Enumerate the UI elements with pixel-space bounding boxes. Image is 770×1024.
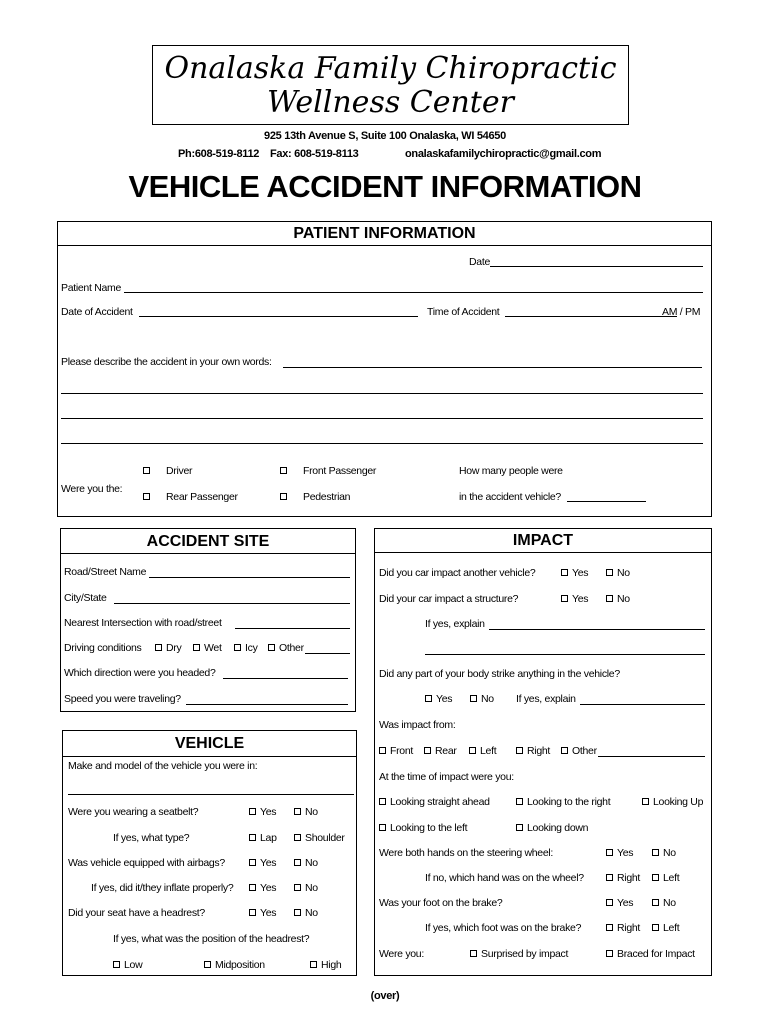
road-field[interactable] bbox=[149, 577, 350, 578]
checkbox-icon bbox=[193, 644, 200, 651]
checkbox-icon bbox=[143, 467, 150, 474]
checkbox-icon bbox=[294, 884, 301, 891]
checkbox-icon bbox=[249, 834, 256, 841]
seatbelt-yes[interactable]: Yes bbox=[249, 806, 276, 819]
checkbox-icon bbox=[425, 695, 432, 702]
looking-straight[interactable]: Looking straight ahead bbox=[379, 796, 490, 809]
q-another-vehicle: Did you car impact another vehicle? bbox=[379, 567, 536, 579]
foot-left[interactable]: Left bbox=[652, 922, 679, 935]
over-label: (over) bbox=[370, 990, 400, 1002]
describe-label: Please describe the accident in your own words: bbox=[61, 356, 272, 368]
condition-wet[interactable]: Wet bbox=[193, 642, 222, 655]
checkbox-icon bbox=[470, 695, 477, 702]
describe-field-1[interactable] bbox=[283, 367, 702, 368]
impact-right[interactable]: Right bbox=[516, 745, 550, 758]
impact-other[interactable]: Other bbox=[561, 745, 597, 758]
impact-rear[interactable]: Rear bbox=[424, 745, 457, 758]
checkbox-icon bbox=[642, 798, 649, 805]
brake-yes[interactable]: Yes bbox=[606, 897, 633, 910]
looking-up[interactable]: Looking Up bbox=[642, 796, 703, 809]
clinic-name-line2: Wellness Center bbox=[267, 85, 514, 120]
checkbox-icon bbox=[280, 467, 287, 474]
impact-left[interactable]: Left bbox=[469, 745, 496, 758]
checkbox-icon bbox=[516, 798, 523, 805]
role-pedestrian[interactable]: Pedestrian bbox=[280, 491, 350, 504]
condition-other-field[interactable] bbox=[305, 653, 350, 654]
checkbox-icon bbox=[561, 569, 568, 576]
how-many-label-1: How many people were bbox=[459, 465, 563, 477]
inflate-yes[interactable]: Yes bbox=[249, 882, 276, 895]
impact-title: IMPACT bbox=[374, 528, 712, 553]
checkbox-icon bbox=[280, 493, 287, 500]
hand-left[interactable]: Left bbox=[652, 872, 679, 885]
body-strike-explain-label: If yes, explain bbox=[516, 693, 576, 705]
intersection-label: Nearest Intersection with road/street bbox=[64, 617, 222, 629]
checkbox-icon bbox=[249, 808, 256, 815]
date-field[interactable] bbox=[490, 266, 703, 267]
intersection-field[interactable] bbox=[235, 628, 350, 629]
structure-no[interactable]: No bbox=[606, 593, 630, 606]
checkbox-icon bbox=[249, 859, 256, 866]
role-driver[interactable]: Driver bbox=[143, 465, 192, 478]
checkbox-icon bbox=[469, 747, 476, 754]
accident-site-title: ACCIDENT SITE bbox=[60, 528, 356, 554]
time-field[interactable] bbox=[505, 316, 677, 317]
headrest-position-label: If yes, what was the position of the headrest? bbox=[113, 933, 310, 945]
role-front-passenger[interactable]: Front Passenger bbox=[280, 465, 376, 478]
another-vehicle-yes[interactable]: Yes bbox=[561, 567, 588, 580]
impact-other-field[interactable] bbox=[598, 756, 705, 757]
checkbox-icon bbox=[652, 849, 659, 856]
make-field[interactable] bbox=[68, 794, 354, 795]
seatbelt-no[interactable]: No bbox=[294, 806, 318, 819]
structure-explain-label: If yes, explain bbox=[425, 618, 485, 630]
was-impact-from-label: Was impact from: bbox=[379, 719, 456, 731]
foot-right[interactable]: Right bbox=[606, 922, 640, 935]
hands-no[interactable]: No bbox=[652, 847, 676, 860]
patient-section-title: PATIENT INFORMATION bbox=[57, 221, 712, 246]
date-label: Date bbox=[469, 256, 490, 268]
hands-yes[interactable]: Yes bbox=[606, 847, 633, 860]
airbags-yes[interactable]: Yes bbox=[249, 857, 276, 870]
airbags-no[interactable]: No bbox=[294, 857, 318, 870]
checkbox-icon bbox=[113, 961, 120, 968]
seatbelt-shoulder[interactable]: Shoulder bbox=[294, 832, 345, 845]
looking-left[interactable]: Looking to the left bbox=[379, 822, 467, 835]
checkbox-icon bbox=[379, 747, 386, 754]
road-label: Road/Street Name bbox=[64, 566, 147, 578]
checkbox-icon bbox=[424, 747, 431, 754]
checkbox-icon bbox=[294, 909, 301, 916]
structure-explain-field-2[interactable] bbox=[425, 654, 705, 655]
inflate-label: If yes, did it/they inflate properly? bbox=[91, 882, 234, 894]
conditions-label: Driving conditions bbox=[64, 642, 142, 654]
brake-label: Was your foot on the brake? bbox=[379, 897, 503, 909]
role-rear-passenger[interactable]: Rear Passenger bbox=[143, 491, 238, 504]
which-hand-label: If no, which hand was on the wheel? bbox=[425, 872, 584, 884]
time-label: Time of Accident bbox=[427, 306, 500, 318]
checkbox-icon bbox=[379, 824, 386, 831]
direction-label: Which direction were you headed? bbox=[64, 667, 216, 679]
checkbox-icon bbox=[204, 961, 211, 968]
how-many-field[interactable] bbox=[567, 501, 646, 502]
make-label: Make and model of the vehicle you were in: bbox=[68, 760, 258, 772]
checkbox-icon bbox=[606, 874, 613, 881]
patient-name-label: Patient Name bbox=[61, 282, 122, 294]
condition-icy[interactable]: Icy bbox=[234, 642, 258, 655]
inflate-no[interactable]: No bbox=[294, 882, 318, 895]
checkbox-icon bbox=[606, 950, 613, 957]
speed-field[interactable] bbox=[186, 704, 348, 705]
were-you-label: Were you the: bbox=[61, 483, 123, 495]
describe-field-3[interactable] bbox=[61, 418, 703, 419]
hand-right[interactable]: Right bbox=[606, 872, 640, 885]
structure-explain-field-1[interactable] bbox=[489, 629, 705, 630]
braced-for-impact[interactable]: Braced for Impact bbox=[606, 948, 695, 961]
checkbox-icon bbox=[606, 849, 613, 856]
q-body-strike: Did any part of your body strike anything in the vehicle? bbox=[379, 668, 620, 680]
looking-down[interactable]: Looking down bbox=[516, 822, 588, 835]
checkbox-icon bbox=[155, 644, 162, 651]
looking-right[interactable]: Looking to the right bbox=[516, 796, 610, 809]
checkbox-icon bbox=[516, 824, 523, 831]
clinic-email: onalaskafamilychiropractic@gmail.com bbox=[405, 148, 602, 160]
seatbelt-label: Were you wearing a seatbelt? bbox=[68, 806, 199, 818]
body-strike-yes[interactable]: Yes bbox=[425, 693, 452, 706]
checkbox-icon bbox=[268, 644, 275, 651]
checkbox-icon bbox=[234, 644, 241, 651]
headrest-label: Did your seat have a headrest? bbox=[68, 907, 205, 919]
another-vehicle-no[interactable]: No bbox=[606, 567, 630, 580]
hands-label: Were both hands on the steering wheel: bbox=[379, 847, 554, 859]
checkbox-icon bbox=[652, 899, 659, 906]
headrest-midposition[interactable]: Midposition bbox=[204, 959, 265, 972]
checkbox-icon bbox=[561, 747, 568, 754]
condition-dry[interactable]: Dry bbox=[155, 642, 181, 655]
city-label: City/State bbox=[64, 592, 107, 604]
were-you-impact-label: Were you: bbox=[379, 948, 424, 960]
checkbox-icon bbox=[379, 798, 386, 805]
airbags-label: Was vehicle equipped with airbags? bbox=[68, 857, 225, 869]
body-strike-explain-field[interactable] bbox=[580, 704, 705, 705]
checkbox-icon bbox=[470, 950, 477, 957]
checkbox-icon bbox=[606, 899, 613, 906]
checkbox-icon bbox=[652, 924, 659, 931]
checkbox-icon bbox=[143, 493, 150, 500]
checkbox-icon bbox=[606, 569, 613, 576]
patient-name-field[interactable] bbox=[124, 292, 703, 293]
checkbox-icon bbox=[606, 924, 613, 931]
checkbox-icon bbox=[294, 834, 301, 841]
clinic-fax: Fax: 608-519-8113 bbox=[270, 148, 359, 160]
clinic-address: 925 13th Avenue S, Suite 100 Onalaska, WI 54650 bbox=[264, 130, 506, 142]
time-of-impact-label: At the time of impact were you: bbox=[379, 771, 514, 783]
structure-yes[interactable]: Yes bbox=[561, 593, 588, 606]
impact-front[interactable]: Front bbox=[379, 745, 413, 758]
headrest-no[interactable]: No bbox=[294, 907, 318, 920]
describe-field-4[interactable] bbox=[61, 443, 703, 444]
checkbox-icon bbox=[294, 859, 301, 866]
condition-other[interactable]: Other bbox=[268, 642, 304, 655]
which-foot-label: If yes, which foot was on the brake? bbox=[425, 922, 582, 934]
body-strike-no[interactable]: No bbox=[470, 693, 494, 706]
accident-date-field[interactable] bbox=[139, 316, 418, 317]
clinic-name-line1: Onalaska Family Chiropractic bbox=[164, 51, 617, 86]
clinic-phone: Ph:608-519-8112 bbox=[178, 148, 260, 160]
direction-field[interactable] bbox=[223, 678, 348, 679]
checkbox-icon bbox=[249, 909, 256, 916]
checkbox-icon bbox=[516, 747, 523, 754]
clinic-logo-box bbox=[152, 45, 629, 125]
am-pm-label: AM / PM bbox=[662, 306, 701, 318]
speed-label: Speed you were traveling? bbox=[64, 693, 181, 705]
checkbox-icon bbox=[561, 595, 568, 602]
accident-date-label: Date of Accident bbox=[61, 306, 133, 318]
checkbox-icon bbox=[606, 595, 613, 602]
checkbox-icon bbox=[294, 808, 301, 815]
describe-field-2[interactable] bbox=[61, 393, 703, 394]
seatbelt-lap[interactable]: Lap bbox=[249, 832, 277, 845]
how-many-label-2: in the accident vehicle? bbox=[459, 491, 561, 503]
brake-no[interactable]: No bbox=[652, 897, 676, 910]
seatbelt-type-label: If yes, what type? bbox=[113, 832, 190, 844]
headrest-low[interactable]: Low bbox=[113, 959, 142, 972]
headrest-high[interactable]: High bbox=[310, 959, 341, 972]
checkbox-icon bbox=[652, 874, 659, 881]
q-structure: Did your car impact a structure? bbox=[379, 593, 519, 605]
vehicle-title: VEHICLE bbox=[62, 730, 357, 757]
surprised-by-impact[interactable]: Surprised by impact bbox=[470, 948, 568, 961]
page-title: VEHICLE ACCIDENT INFORMATION bbox=[128, 169, 642, 204]
checkbox-icon bbox=[249, 884, 256, 891]
headrest-yes[interactable]: Yes bbox=[249, 907, 276, 920]
city-field[interactable] bbox=[114, 603, 350, 604]
checkbox-icon bbox=[310, 961, 317, 968]
